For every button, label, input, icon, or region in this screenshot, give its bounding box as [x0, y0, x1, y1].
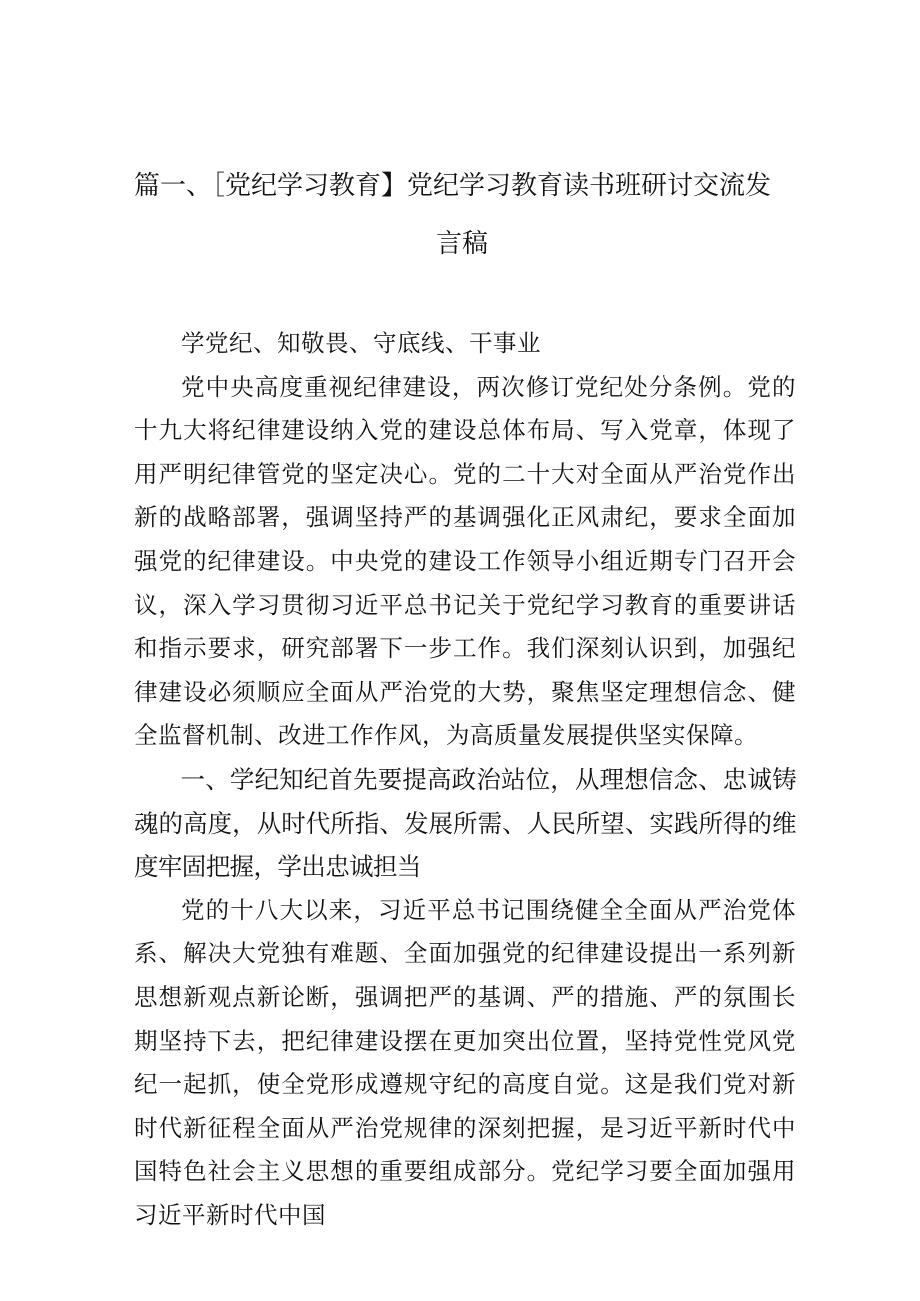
section-heading-1: 一、学纪知纪首先要提高政治站位，从理想信念、忠诚铸魂的高度，从时代所指、发展所需、人民所望、实践所得的维度牢固把握，学出忠诚担当	[134, 764, 796, 882]
document-body	[134, 322, 796, 1237]
document-title-line-1: 篇一、［党纪学习教育】党纪学习教育读书班研讨交流发	[134, 171, 772, 201]
document-title-line-2: 言稿	[436, 229, 489, 259]
document-subtitle: 学党纪、知敬畏、守底线、干事业	[181, 329, 541, 357]
paragraph-intro: 党中央高度重视纪律建设，两次修订党纪处分条例。党的十九大将纪律建设纳入党的建设总体布局、写入党章，体现了用严明纪律管党的坚定决心。党的二十大对全面从严治党作出新的战略部署，强调坚持严的基调强化正风肃纪，要求全面加强党的纪律建设。中央党的建设工作领导小组近期专门召开会议，深入学习贯彻习近平总书记关于党纪学习教育的重要讲话和指示要求，研究部署下一步工作。我们深刻认识到，加强纪律建设必须顺应全面从严治党的大势，聚焦坚定理想信念、健全监督机制、改进工作作风，为高质量发展提供坚实保障。	[134, 372, 796, 750]
paragraph-section-1: 党的十八大以来，习近平总书记围绕健全全面从严治党体系、解决大党独有难题、全面加强党的纪律建设提出一系列新思想新观点新论断，强调把严的基调、严的措施、严的氛围长期坚持下去，把纪律建设摆在更加突出位置，坚持党性党风党纪一起抓，使全党形成遵规守纪的高度自觉。这是我们党对新时代新征程全面从严治党规律的深刻把握，是习近平新时代中国特色社会主义思想的重要组成部分。党纪学习要全面加强用习近平新时代中国	[134, 895, 796, 1229]
